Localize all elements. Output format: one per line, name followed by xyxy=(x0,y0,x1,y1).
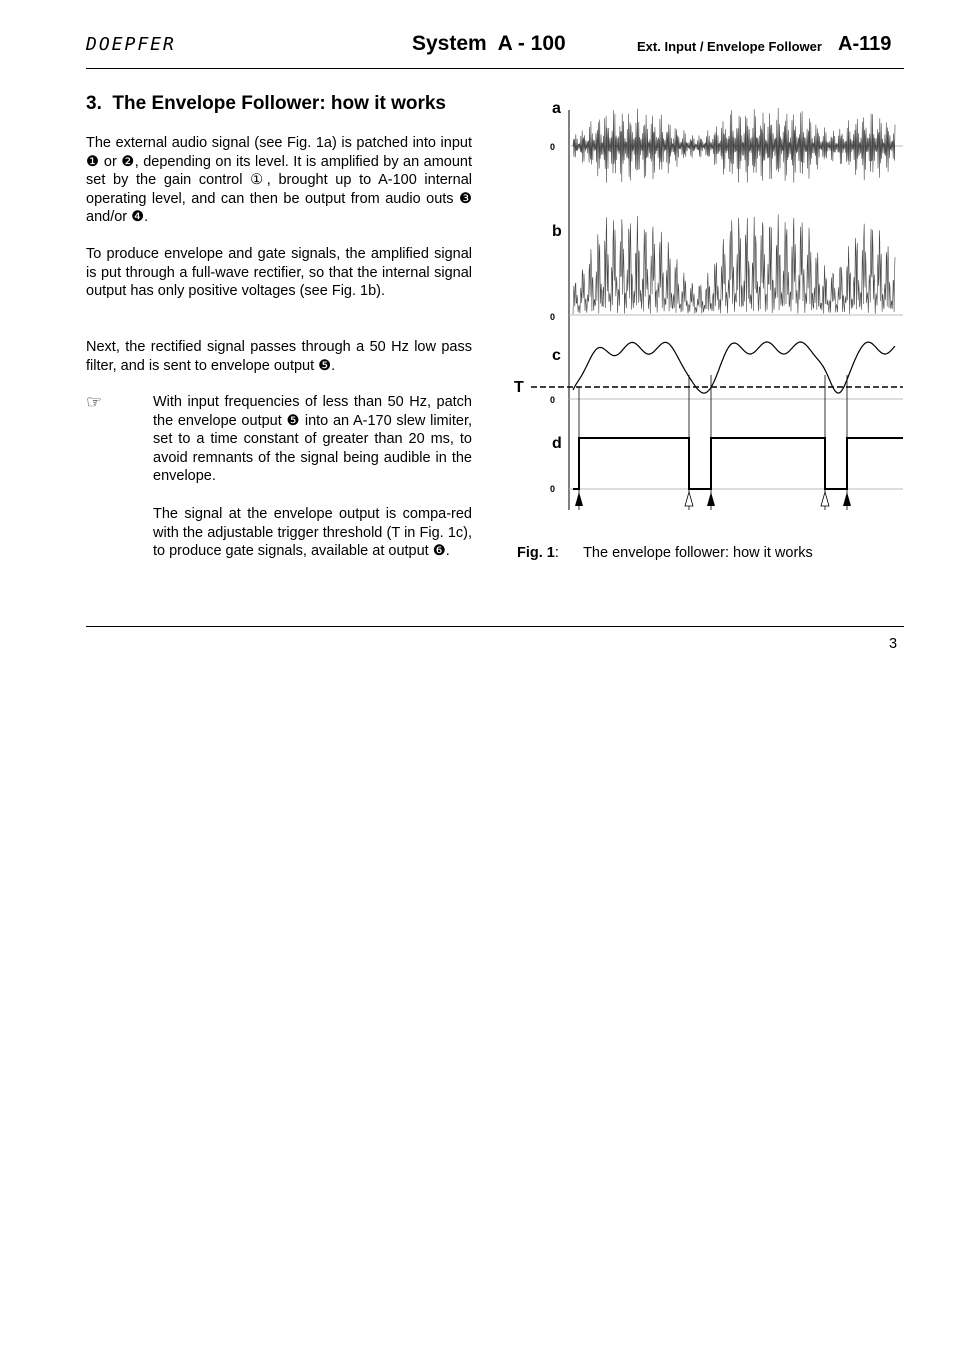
note-paragraph-1: With input frequencies of less than 50 Hz, patch the envelope output ❺ into an A-170 slew limiter, set to a time constant of greater than 20 ms, to avoid remnants of the signal being audible in the envelope. xyxy=(153,394,472,484)
figure-caption: Fig. 1: The envelope follower: how it works xyxy=(517,545,813,561)
panel-label-a: a xyxy=(552,100,561,117)
note-paragraph-2: The signal at the envelope output is compa-red with the adjustable trigger threshold (T in Fig. 1c), to produce gate signals, available at output ❻. xyxy=(153,506,472,559)
panel-label-d: d xyxy=(552,435,562,452)
header-system-title: System A - 100 xyxy=(412,32,566,55)
figure-caption-label: Fig. 1 xyxy=(517,545,555,561)
gate-on-arrow-2 xyxy=(707,492,715,506)
gate-off-arrow-1 xyxy=(685,492,693,506)
panel-label-c: c xyxy=(552,347,561,364)
zero-label-d: 0 xyxy=(550,484,556,494)
header-rule xyxy=(86,68,904,69)
page-number: 3 xyxy=(889,636,898,652)
paragraph-3: Next, the rectified signal passes through a 50 Hz low pass filter, and is sent to envelope output ❺. xyxy=(86,339,472,374)
figure-envelope-diagram xyxy=(505,90,905,520)
header-model: A-119 xyxy=(838,33,892,55)
header-subtitle: Ext. Input / Envelope Follower xyxy=(637,39,822,54)
gate-on-arrow-3 xyxy=(843,492,851,506)
gate-off-arrow-2 xyxy=(821,492,829,506)
pointing-hand-icon: ☞ xyxy=(86,392,103,412)
section-title: 3. The Envelope Follower: how it works xyxy=(86,93,446,114)
header-brand: DOEPFER xyxy=(86,34,176,55)
audio-signal-waveform xyxy=(573,108,895,183)
paragraph-1: The external audio signal (see Fig. 1a) is patched into input ❶ or ❷, depending on its level. It is amplified by an amount set by the gain control ①, brought up to A-100 internal operating level, and can then be output from audio outs ❸ and/or ❹. xyxy=(86,135,472,225)
footer-rule xyxy=(86,626,904,627)
gate-on-arrow-1 xyxy=(575,492,583,506)
zero-label-a: 0 xyxy=(550,142,556,152)
figure-caption-text: The envelope follower: how it works xyxy=(583,545,813,561)
threshold-label: T xyxy=(514,379,524,396)
panel-label-b: b xyxy=(552,223,562,240)
zero-label-c: 0 xyxy=(550,395,556,405)
gate-signal xyxy=(573,438,903,489)
paragraph-2: To produce envelope and gate signals, the amplified signal is put through a full-wave rectifier, so that the internal signal output has only positive voltages (see Fig. 1b). xyxy=(86,246,472,299)
zero-label-b: 0 xyxy=(550,312,556,322)
rectified-signal-waveform xyxy=(573,214,895,314)
